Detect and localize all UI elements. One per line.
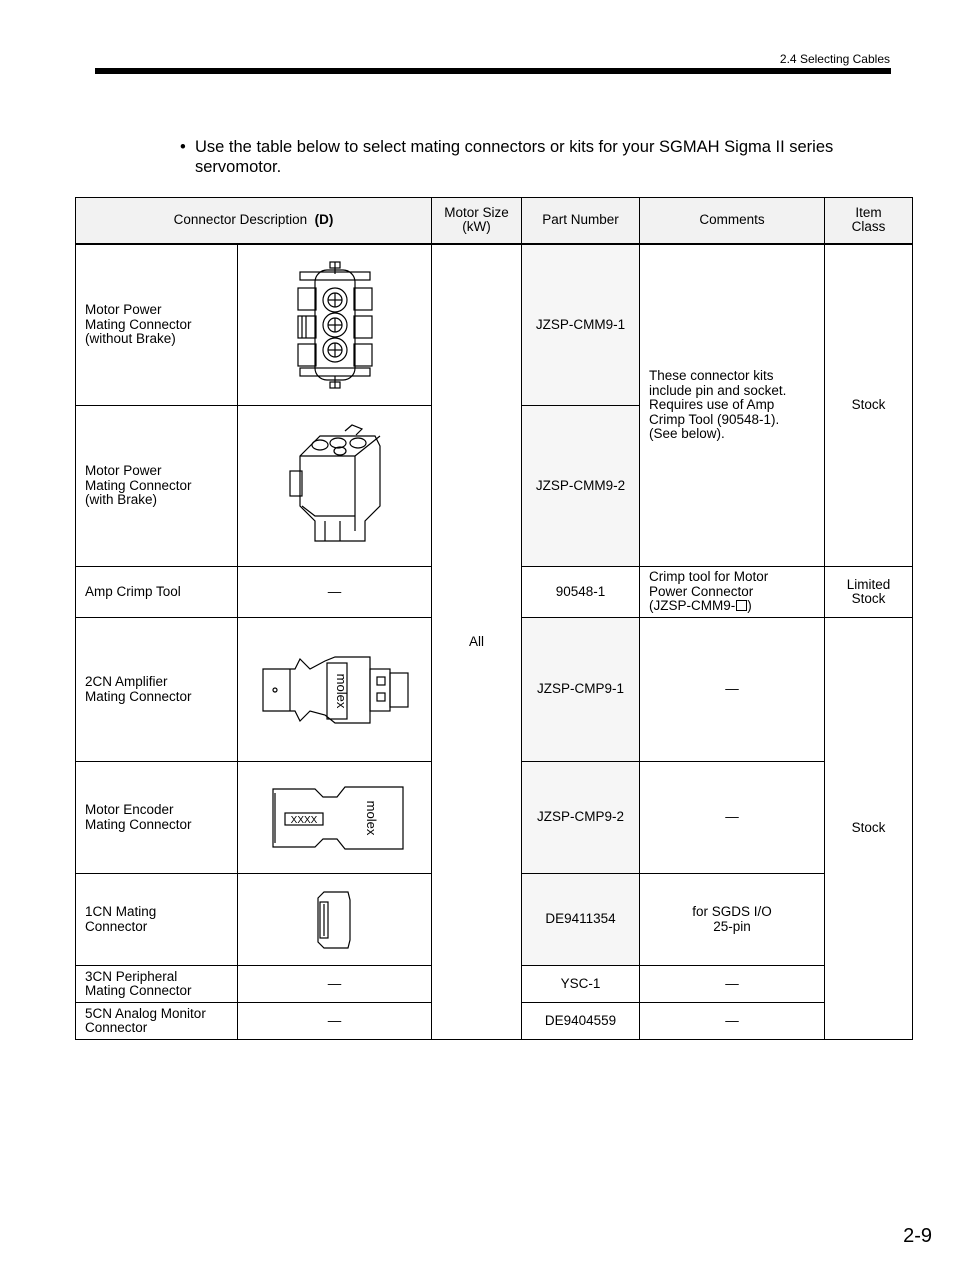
- part-number: YSC-1: [522, 966, 640, 1003]
- kit-comment: These connector kits include pin and socket. Requires use of Amp Crimp Tool (90548-1). (See below).: [640, 244, 825, 567]
- row-comment: —: [640, 762, 825, 874]
- row-comment: —: [640, 1003, 825, 1040]
- row-description: 3CN Peripheral Mating Connector: [76, 966, 238, 1003]
- bullet: •: [180, 138, 186, 156]
- row-description: Motor Power Mating Connector (with Brake): [76, 406, 238, 567]
- connector-image-cell: [238, 406, 432, 567]
- part-number: JZSP-CMM9-2: [522, 406, 640, 567]
- part-number: 90548-1: [522, 567, 640, 618]
- part-number: DE9404559: [522, 1003, 640, 1040]
- row-description: Motor Encoder Mating Connector: [76, 762, 238, 874]
- motor-power-connector-brake-image: [280, 421, 390, 551]
- row-comment: —: [640, 966, 825, 1003]
- page-number: 2-9: [903, 1225, 932, 1247]
- header-rule: [95, 68, 891, 74]
- part-number: JZSP-CMP9-1: [522, 618, 640, 762]
- part-number: DE9411354: [522, 874, 640, 966]
- table-row: [76, 244, 913, 406]
- item-class: Stock: [825, 618, 913, 1040]
- intro-text: Use the table below to select mating connectors or kits for your SGMAH Sigma II series servomotor.: [195, 138, 834, 176]
- item-class: Stock: [825, 244, 913, 567]
- row-comment: Crimp tool for Motor Power Connector (JZSP-CMM9- ): [640, 567, 825, 618]
- row-description: 1CN Mating Connector: [76, 874, 238, 966]
- connector-image-cell: [238, 244, 432, 406]
- header-comments: Comments: [640, 198, 825, 244]
- image-placeholder: —: [238, 966, 432, 1003]
- part-number: JZSP-CMM9-1: [522, 244, 640, 406]
- intro-paragraph: [180, 137, 900, 177]
- image-placeholder: —: [238, 567, 432, 618]
- connector-image-cell: [238, 618, 432, 762]
- section-header: 2.4 Selecting Cables: [779, 52, 890, 66]
- connector-image-cell: [238, 874, 432, 966]
- row-description: Motor Power Mating Connector (without Brake): [76, 244, 238, 406]
- encoder-connector-image: [265, 783, 405, 853]
- comment-line-2: Power Connector: [649, 583, 754, 599]
- box-placeholder-icon: [736, 600, 747, 611]
- 1cn-connector-image: [310, 888, 360, 952]
- row-comment: for SGDS I/O 25-pin: [640, 874, 825, 966]
- row-comment: —: [640, 618, 825, 762]
- motor-power-connector-no-brake-image: [290, 260, 380, 390]
- connector-table: [75, 197, 913, 1040]
- molex-label: molex: [333, 673, 349, 708]
- header-description: Connector Description (D): [76, 198, 432, 244]
- amplifier-connector-image: [255, 655, 415, 725]
- row-description: 5CN Analog Monitor Connector: [76, 1003, 238, 1040]
- header-part-number: Part Number: [522, 198, 640, 244]
- part-number: JZSP-CMP9-2: [522, 762, 640, 874]
- connector-image-cell: [238, 762, 432, 874]
- table-header-row: [76, 198, 913, 244]
- header-motor-size: Motor Size (kW): [432, 198, 522, 244]
- molex-label: molex: [363, 800, 379, 835]
- image-placeholder: —: [238, 1003, 432, 1040]
- row-description: 2CN Amplifier Mating Connector: [76, 618, 238, 762]
- motor-size-cell: All: [432, 244, 522, 1040]
- header-item-class: Item Class: [825, 198, 913, 244]
- row-description: Amp Crimp Tool: [76, 567, 238, 618]
- xxxx-label: XXXX: [290, 814, 317, 826]
- item-class: Limited Stock: [825, 567, 913, 618]
